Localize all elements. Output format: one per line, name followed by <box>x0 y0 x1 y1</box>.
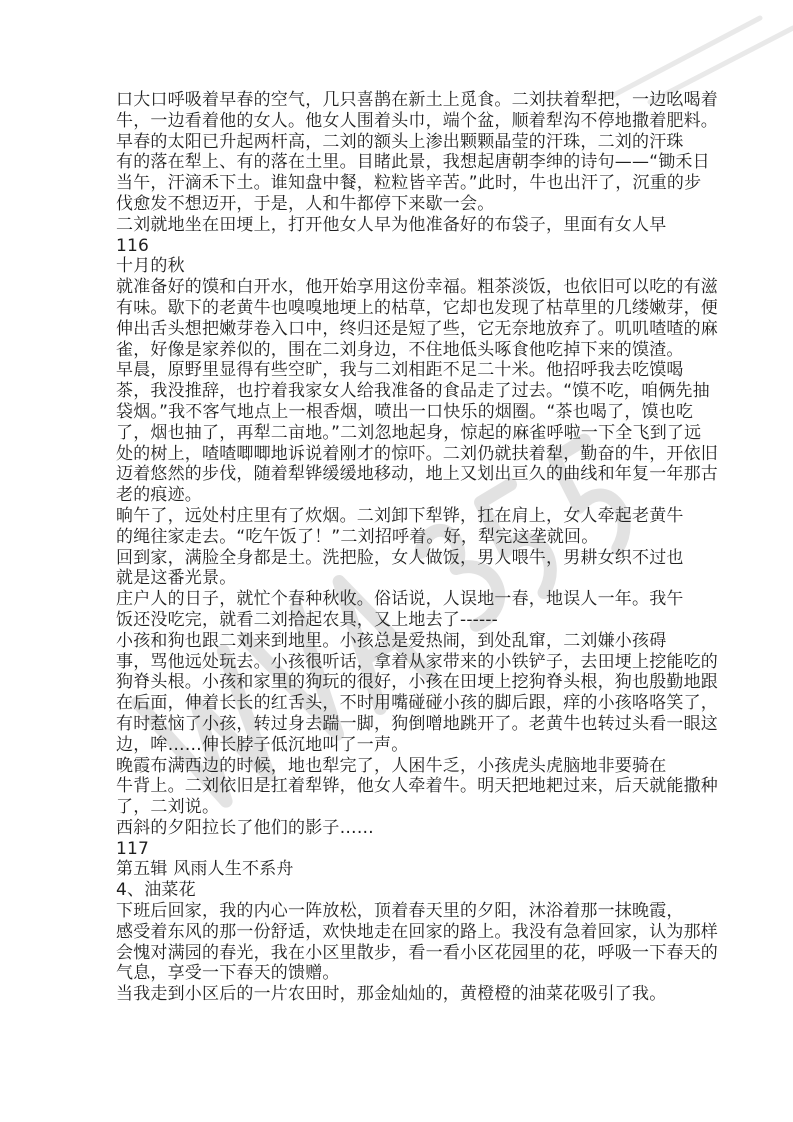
text-line: 袋烟。”我不客气地点上一根香烟，喷出一口快乐的烟圈。“茶也喝了，馍也吃 <box>116 401 694 422</box>
text-line: 就准备好的馍和白开水，他开始享用这份幸福。粗茶淡饭，也依旧可以吃的有滋 <box>116 277 718 298</box>
essay-title: 4、油菜花 <box>116 880 196 901</box>
text-line: 晚霞布满西边的时候，地也犁完了，人困牛乏，小孩虎头虎脑地非要骑在 <box>116 755 667 776</box>
text-line: 老的痕迹。 <box>116 485 202 506</box>
text-line: 牛背上。二刘依旧是扛着犁铧，他女人牵着牛。明天把地耙过来，后天就能撒种 <box>116 776 718 797</box>
text-line: 边，哞……伸长脖子低沉地叫了一声。 <box>116 734 409 755</box>
text-line: 气息，享受一下春天的馈赠。 <box>116 963 340 984</box>
text-line: 下班后回家，我的内心一阵放松，顶着春天里的夕阳，沐浴着那一抹晚霞， <box>116 901 684 922</box>
chapter-title: 十月的秋 <box>116 256 185 277</box>
text-line: 饭还没吃完，就看二刘拾起农具，又上地去了------ <box>116 609 499 630</box>
page-number: 116 <box>116 235 150 256</box>
text-line: 当午，汗滴禾下土。谁知盘中餐，粒粒皆辛苦。”此时，牛也出汗了，沉重的步 <box>116 173 702 194</box>
text-line: 有时惹恼了小孩，转过身去踹一脚，狗倒噌地跳开了。老黄牛也转过头看一眼这 <box>116 713 718 734</box>
text-line: 处的树上，喳喳唧唧地诉说着刚才的惊吓。二刘仍就扶着犁，勤奋的牛，开依旧 <box>116 443 718 464</box>
text-line: 狗脊头根。小孩和家里的狗玩的很好，小孩在田埂上挖狗脊头根，狗也殷勤地跟 <box>116 672 718 693</box>
text-line: 二刘就地坐在田埂上，打开他女人早为他准备好的布袋子，里面有女人早 <box>116 214 667 235</box>
text-line: 小孩和狗也跟二刘来到地里。小孩总是爱热闹，到处乱窜，二刘嫌小孩碍 <box>116 630 667 651</box>
text-line: 牛，一边看着他的女人。他女人围着头巾，端个盆，顺着犁沟不停地撒着肥料。 <box>116 110 718 131</box>
text-line: 西斜的夕阳拉长了他们的影子…… <box>116 817 374 838</box>
text-line: 茶，我没推辞，也拧着我家女人给我准备的食品走了过去。“馍不吃，咱俩先抽 <box>116 381 710 402</box>
text-line: 了，二刘说。 <box>116 797 220 818</box>
text-line: 事，骂他远处玩去。小孩很听话，拿着从家带来的小铁铲子，去田埂上挖能吃的 <box>116 651 718 672</box>
text-line: 庄户人的日子，就忙个春种秋收。俗话说，人误地一春，地误人一年。我午 <box>116 589 684 610</box>
text-line: 有的落在犁上、有的落在土里。目睹此景，我想起唐朝李绅的诗句——“锄禾日 <box>116 152 710 173</box>
text-line: 迈着悠然的步伐，随着犁铧缓缓地移动，地上又划出亘久的曲线和年复一年那古 <box>116 464 718 485</box>
text-line: 早晨，原野里显得有些空旷，我与二刘相距不足二十米。他招呼我去吃馍喝 <box>116 360 684 381</box>
text-line: 在后面，伸着长长的红舌头，不时用嘴碰碰小孩的脚后跟，痒的小孩咯咯笑了， <box>116 693 718 714</box>
section-title: 第五辑 风雨人生不系舟 <box>116 859 294 880</box>
text-line: 会愧对满园的春光，我在小区里散步，看一看小区花园里的花，呼吸一下春天的 <box>116 942 718 963</box>
text-line: 伐愈发不想迈开，于是，人和牛都停下来歇一会。 <box>116 193 495 214</box>
text-line: 的绳往家走去。“吃午饭了！”二刘招呼着。好，犁完这垄就回。 <box>116 526 599 547</box>
text-line: 回到家，满脸全身都是土。洗把脸，女人做饭，男人喂牛，男耕女织不过也 <box>116 547 684 568</box>
text-line: 晌午了，远处村庄里有了炊烟。二刘卸下犁铧，扛在肩上，女人牵起老黄牛 <box>116 505 684 526</box>
text-line: 伸出舌头想把嫩芽卷入口中，终归还是短了些，它无奈地放弃了。叽叽喳喳的麻 <box>116 318 718 339</box>
text-line: 了，烟也抽了，再犁二亩地。”二刘忽地起身，惊起的麻雀呼啦一下全飞到了远 <box>116 422 702 443</box>
text-line: 雀，好像是家养似的，围在二刘身边，不住地低头啄食他吃掉下来的馍渣。 <box>116 339 684 360</box>
page-number: 117 <box>116 838 150 859</box>
text-line: 就是这番光景。 <box>116 568 237 589</box>
text-line: 感受着东风的那一份舒适，欢快地走在回家的路上。我没有急着回家，认为那样 <box>116 921 718 942</box>
text-line: 当我走到小区后的一片农田时，那金灿灿的，黄橙橙的油菜花吸引了我。 <box>116 984 667 1005</box>
text-line: 口大口呼吸着早春的空气，几只喜鹊在新土上觅食。二刘扶着犁把，一边吆喝着 <box>116 90 718 110</box>
text-line: 有味。歇下的老黄牛也嗅嗅地埂上的枯草，它却也发现了枯草里的几缕嫩芽，便 <box>116 297 718 318</box>
essay-text-block <box>116 90 716 1005</box>
text-line: 早春的太阳已升起两杆高，二刘的额头上渗出颗颗晶莹的汗珠，二刘的汗珠 <box>116 131 684 152</box>
